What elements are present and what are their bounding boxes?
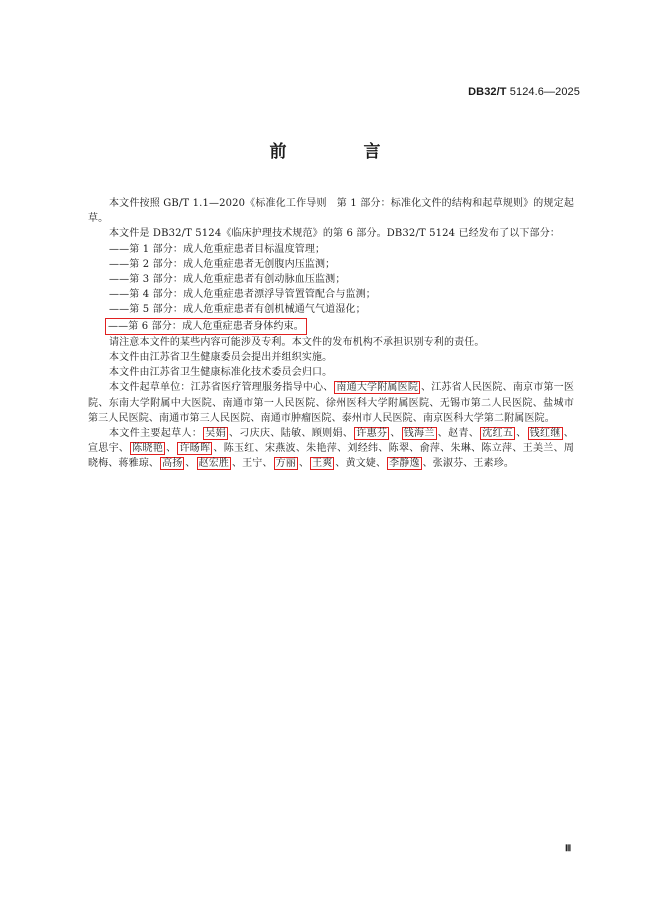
drafter-name: 陈玉红	[223, 443, 255, 455]
paragraph-committee: 本文件由江苏省卫生健康标准化技术委员会归口。	[109, 367, 333, 379]
separator: 、	[262, 458, 273, 470]
paragraph-basis: 本文件按照 GB/T 1.1—2020《标准化工作导则 第 1 部分：标准化文件的结构和起草规则》的规定起草。	[88, 198, 574, 225]
paragraph-drafting-units: 本文件起草单位：江苏省医疗管理服务指导中心、 南通大学附属医院 、江苏省人民医院、南京市第一医院、东南大学附属中大医院、南通市第一人民医院、徐州医科大学附属医院、无锡市第二人民医院、盐城市第三人民医院、南通市第三人民医院、南通市肿瘤医院、泰州市人民医院、南京医科大学第二附属医院。	[88, 382, 574, 424]
separator: 、	[376, 458, 387, 470]
drafter-name: 刁庆庆	[239, 428, 271, 440]
paragraph-drafters: 本文件主要起草人： 吴娟 、刁庆庆、陆敏、顾则娟、 许惠芬 、 钱海兰 、赵青、 沈红五 、 钱红继 、宣思宇、 陈晓艳 、 许旸晖 、陈玉红、宋燕波、朱艳萍、刘经纬、陈翠、俞萍、朱琳、陈立萍、王美兰、周晓梅、蒋雅琼、 高扬 、 赵宏胜 、王宁、 方丽 、 王爽 、黄文婕、 李静逸 、张淑芬、王素珍。	[88, 428, 575, 470]
drafter-name-highlighted: 钱海兰	[403, 428, 435, 440]
foreword-body	[88, 196, 574, 472]
drafter-name: 赵青	[448, 428, 469, 440]
drafter-name-highlighted: 赵宏胜	[198, 458, 229, 470]
drafter-name-highlighted: 高扬	[162, 458, 183, 470]
separator: 、	[185, 458, 196, 470]
highlight-box: ——第 6 部分：成人危重症患者身体约束。	[105, 318, 307, 335]
separator: 、	[437, 428, 449, 440]
separator: 、	[422, 458, 433, 470]
paragraph-proposer: 本文件由江苏省卫生健康委员会提出并组织实施。	[109, 352, 333, 364]
drafter-name-highlighted: 李静逸	[389, 458, 420, 470]
separator: 、	[301, 428, 312, 440]
separator: 、	[512, 443, 523, 455]
drafter-name: 顾则娟	[311, 428, 343, 440]
paragraph-series: 本文件是 DB32/T 5124《临床护理技术规范》的第 6 部分。DB32/T 5124 已经发布了以下部分：	[109, 228, 560, 240]
drafter-name: 陈立萍	[481, 443, 513, 455]
drafter-name-highlighted: 沈红五	[482, 428, 514, 440]
list-item: ——第 3 部分：成人危重症患者有创动脉血压监测；	[109, 274, 346, 286]
drafter-name: 朱艳萍	[306, 443, 338, 455]
document-code: DB32/T 5124.6—2025	[468, 86, 580, 98]
separator: 、	[440, 443, 451, 455]
separator: 、	[298, 458, 310, 470]
drafter-name: 周晓梅	[88, 443, 575, 470]
drafter-name-highlighted: 王爽	[312, 458, 333, 470]
drafter-name: 陈翠	[388, 443, 410, 455]
separator: 、	[228, 428, 240, 440]
drafter-name: 宋燕波	[264, 443, 296, 455]
drafter-name: 黄文婕	[345, 458, 377, 470]
separator: 、	[166, 443, 177, 455]
drafter-name: 刘经纬	[347, 443, 379, 455]
drafter-name: 朱琳	[450, 443, 472, 455]
separator: 、	[118, 443, 130, 455]
separator: 、	[335, 458, 346, 470]
page-number: Ⅲ	[565, 843, 572, 853]
drafter-name-highlighted: 陈晓艳	[132, 443, 164, 455]
drafter-name-highlighted: 方丽	[275, 458, 296, 470]
separator: 、	[468, 428, 480, 440]
separator: 、	[295, 443, 307, 455]
separator: 、	[463, 458, 474, 470]
drafter-name: 蒋雅琼	[118, 458, 149, 470]
highlight-box: 南通大学附属医院	[336, 382, 419, 394]
drafter-name: 宣思宇	[88, 443, 119, 455]
paragraph-patent: 请注意本文件的某些内容可能涉及专利。本文件的发布机构不承担识别专利的责任。	[109, 336, 485, 348]
separator: 、	[108, 458, 119, 470]
list-item-current-part	[88, 318, 574, 335]
drafter-name: 俞萍	[419, 443, 441, 455]
separator: 、	[148, 458, 160, 470]
separator: 、	[409, 443, 420, 455]
drafter-name: 王素珍	[473, 458, 504, 470]
drafter-name: 王宁	[242, 458, 263, 470]
page-title: 前 言	[269, 142, 411, 162]
separator: 、	[270, 428, 281, 440]
separator: 、	[553, 443, 564, 455]
list-item: ——第 1 部分：成人危重症患者目标温度管理；	[109, 243, 326, 255]
separator: 。	[503, 458, 514, 470]
drafter-name-highlighted: 许旸晖	[179, 443, 211, 455]
drafter-name: 张淑芬	[432, 458, 464, 470]
separator: 、	[390, 428, 401, 440]
separator: 、	[516, 428, 527, 440]
drafter-name-highlighted: 许惠芬	[356, 428, 388, 440]
separator: 、	[342, 428, 354, 440]
list-item: ——第 5 部分：成人危重症患者有创机械通气气道湿化；	[109, 304, 366, 316]
drafter-name: 陆敏	[280, 428, 302, 440]
separator: 、	[337, 443, 348, 455]
separator: 、	[213, 443, 224, 455]
separator: 、	[563, 428, 574, 440]
list-item: ——第 4 部分：成人危重症患者漂浮导管置管配合与监测；	[109, 289, 376, 301]
drafter-name-highlighted: 钱红继	[529, 428, 561, 440]
separator: 、	[232, 458, 243, 470]
separator: 、	[378, 443, 389, 455]
drafter-name-highlighted: 吴娟	[205, 428, 226, 440]
list-item: ——第 2 部分：成人危重症患者无创腹内压监测；	[109, 258, 336, 270]
separator: 、	[471, 443, 482, 455]
drafter-name: 王美兰	[522, 443, 554, 455]
separator: 、	[254, 443, 265, 455]
